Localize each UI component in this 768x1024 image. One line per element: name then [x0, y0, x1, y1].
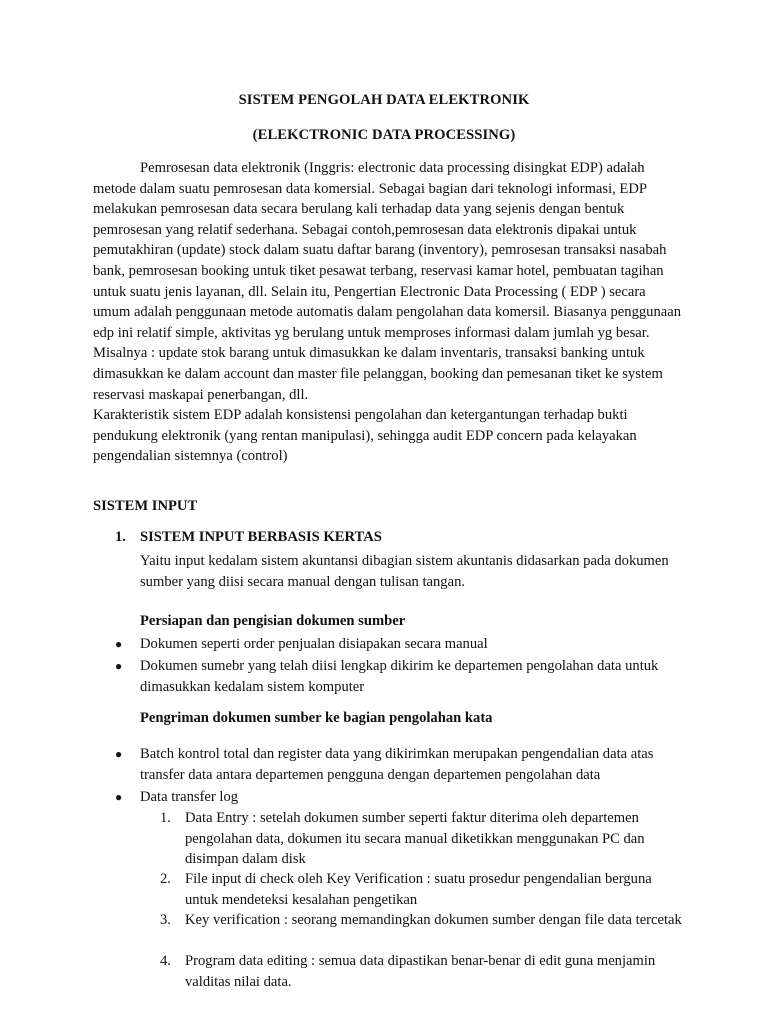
list-number: 1. — [115, 529, 126, 545]
sub-list-number: 2. — [160, 871, 171, 887]
sub-list-item — [160, 951, 685, 992]
numbered-heading-text: SISTEM INPUT BERBASIS KERTAS — [140, 529, 382, 545]
bullet-icon: ● — [115, 790, 123, 804]
sub-list-item — [160, 869, 685, 910]
bullet-icon: ● — [115, 637, 123, 651]
list-item-text: Dokumen sumebr yang telah diisi lengkap dikirim ke departemen pengolahan data untuk dimasukkan kedalam sistem komputer — [140, 658, 659, 695]
sub-list-number: 3. — [160, 912, 171, 928]
document-subtitle: (ELEKCTRONIC DATA PROCESSING) — [252, 127, 516, 143]
list-item — [115, 634, 685, 655]
list-item-text: Data transfer log — [140, 789, 239, 805]
sub-list-item — [160, 910, 685, 931]
sub-list-text: Data Entry : setelah dokumen sumber seperti faktur diterima oleh departemen pengolahan data, dokumen itu secara manual diketikkan menggunakan PC dan disimpan dalam disk — [185, 810, 645, 868]
characteristics-paragraph: Karakteristik sistem EDP adalah konsistensi pengolahan dan ketergantungan terhadap bukti pendukung elektronik (yang rentan manipulasi), sehingga audit EDP concern pada kelayakan pengendalian sistemnya (control) — [93, 407, 637, 465]
sub-list-number: 1. — [160, 810, 171, 826]
sub-list-text: File input di check oleh Key Verification : suatu prosedur pengendalian berguna untuk mendeteksi kesalahan pengetikan — [185, 871, 652, 908]
sub-list-text: Program data editing : semua data dipastikan benar-benar di edit guna menjamin valditas nilai data. — [185, 953, 656, 990]
section-heading-sistem-input: SISTEM INPUT — [93, 498, 198, 514]
list-item — [115, 656, 685, 697]
sub-list-text: Key verification : seorang memandingkan dokumen sumber dengan file data tercetak — [185, 912, 682, 928]
list-item-text: Batch kontrol total dan register data yang dikirimkan merupakan pengendalian data atas transfer data antara departemen pengguna dengan departemen pengolahan data — [140, 746, 654, 783]
bullet-icon: ● — [115, 747, 123, 761]
list-item-text: Dokumen seperti order penjualan disiapakan secara manual — [140, 636, 488, 652]
document-title: SISTEM PENGOLAH DATA ELEKTRONIK — [238, 92, 530, 108]
numbered-item-body: Yaitu input kedalam sistem akuntansi dibagian sistem akuntanis didasarkan pada dokumen sumber yang diisi secara manual dengan tulisan tangan. — [140, 553, 669, 590]
intro-paragraph-text: Pemrosesan data elektronik (Inggris: electronic data processing disingkat EDP) adalah metode dalam suatu pemrosesan data komersial. Sebagai bagian dari teknologi informasi, EDP melakukan pemrosesan data secara berulang kali terhadap data yang sejenis dengan bentuk pemrosesan yang relatif sederhana. Sebagai contoh,pemrosesan data elektronis dipakai untuk pemutakhiran (update) stock dalam suatu daftar barang (inventory), pemrosesan transaksi nasabah bank, pemrosesan booking untuk tiket pesawat terbang, reservasi kamar hotel, pembuatan tagihan untuk suatu jenis layanan, dll. Selain itu, Pengertian Electronic Data Processing ( EDP ) secara umum adalah penggunaan metode automatis dalam pengolahan data komersil. Biasanya penggunaan edp ini relatif simple, aktivitas yg berulang untuk memproses informasi dalam jumlah yg besar. Misalnya : update stok barang untuk dimasukkan ke dalam inventaris, transaksi banking untuk dimasukkan ke dalam account dan master file pelanggan, booking dan pemesanan tiket ke system reservasi maskapai penerbangan, dll. — [93, 160, 682, 403]
intro-paragraph — [93, 158, 683, 467]
subheading-pengriman: Pengriman dokumen sumber ke bagian pengolahan kata — [140, 710, 493, 726]
sub-list-item — [160, 808, 685, 870]
bullet-icon: ● — [115, 659, 123, 673]
list-item — [115, 787, 685, 808]
sub-list-number: 4. — [160, 953, 171, 969]
list-item — [115, 744, 685, 785]
subheading-persiapan: Persiapan dan pengisian dokumen sumber — [140, 613, 406, 629]
